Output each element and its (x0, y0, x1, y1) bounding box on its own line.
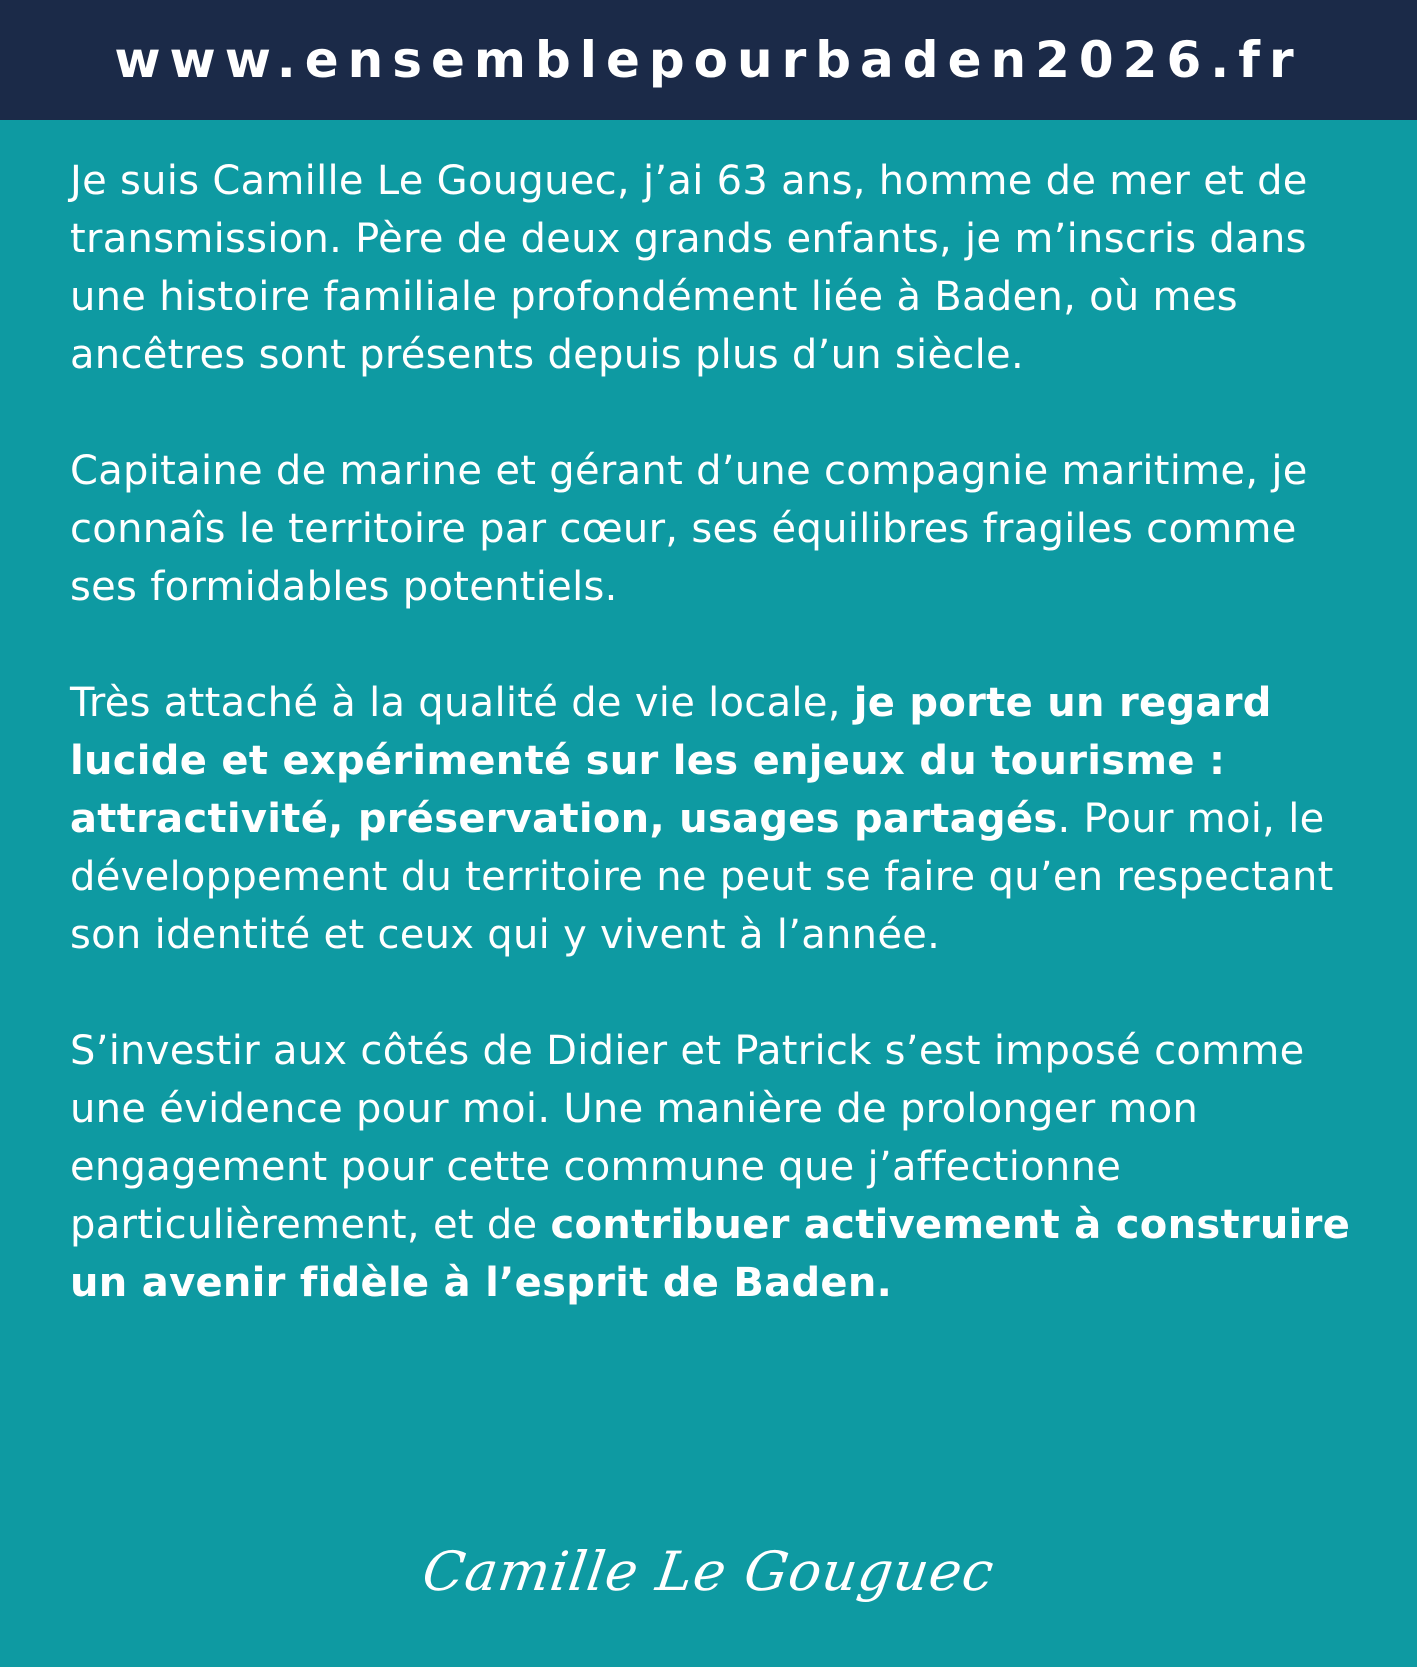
paragraph-engagement (70, 1022, 1360, 1312)
paragraph-engagement-intro: S’investir aux côtés de Didier et Patrick s’est imposé comme une évidence pour moi. Une manière de prolonger mon engagement pour cette commune que j’affectionne particulièrement, et de (70, 1028, 1305, 1248)
header-bar (0, 0, 1417, 120)
paragraph-intro-text: Je suis Camille Le Gouguec, j’ai 63 ans, homme de mer et de transmission. Père de deux grands enfants, je m’inscris dans une histoire familiale profondément liée à Baden, où mes ancêtres sont présents depuis plus d’un siècle. (70, 158, 1308, 378)
paragraph-career (70, 442, 1360, 616)
signature: Camille Le Gouguec (418, 1540, 999, 1603)
paragraph-intro (70, 152, 1360, 384)
paragraph-engagement-highlight: contribuer activement à construire un avenir fidèle à l’esprit de Baden. (70, 1202, 1351, 1306)
paragraph-career-text: Capitaine de marine et gérant d’une compagnie maritime, je connaîs le territoire par cœur, ses équilibres fragiles comme ses formidables potentiels. (70, 448, 1308, 610)
biography-text (70, 152, 1360, 1312)
paragraph-tourism-intro: Très attaché à la qualité de vie locale, (70, 680, 854, 726)
paragraph-tourism (70, 674, 1360, 964)
website-url[interactable]: www.ensemblepourbaden2026.fr (114, 31, 1303, 89)
paragraph-tourism-highlight: je porte un regard lucide et expérimenté sur les enjeux du tourisme : attractivité, préservation, usages partagés (70, 680, 1272, 842)
paragraph-tourism-outro: . Pour moi, le développement du territoire ne peut se faire qu’en respectant son identité et ceux qui y vivent à l’année. (70, 796, 1334, 958)
